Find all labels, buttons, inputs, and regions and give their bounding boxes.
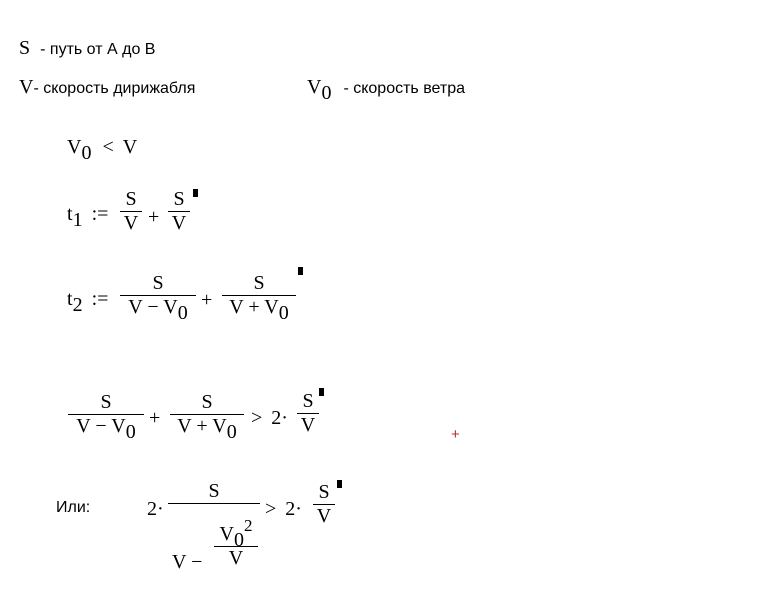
ili-inner-frac	[214, 516, 258, 570]
t1-name: t	[67, 203, 73, 225]
v-text: - скорость дирижабля	[33, 80, 196, 97]
ili-coef2: 2·	[285, 498, 302, 520]
v0-text: - скорость ветра	[343, 80, 466, 97]
ineq-den2-sub: 0	[226, 421, 237, 443]
ineq-gt: >	[251, 407, 263, 429]
t2-plus: +	[201, 289, 213, 311]
ineq-plus: +	[149, 407, 161, 429]
t1-num1: S	[125, 188, 137, 210]
t2-den2: V + V	[229, 296, 279, 318]
t2-den2-sub: 0	[278, 302, 289, 324]
t2-den1: V − V	[128, 296, 178, 318]
ineq-den1-sub: 0	[125, 421, 136, 443]
ili-inner-sup: 2	[243, 516, 253, 535]
v0-sub: 0	[321, 82, 332, 104]
t1-plus: +	[148, 206, 160, 228]
ineq-num1: S	[100, 391, 112, 413]
crosshair-cursor: +	[451, 426, 460, 443]
t1-frac-1	[120, 188, 142, 235]
cond-rhs: V	[122, 136, 138, 158]
s-text: - путь от А до В	[40, 41, 156, 58]
ineq-den3: V	[300, 414, 316, 436]
ineq-coef: 2·	[271, 407, 288, 429]
ili-num2: S	[318, 481, 330, 503]
t2-num2: S	[253, 272, 265, 294]
t1-den1: V	[123, 212, 139, 234]
region-marker-3	[319, 388, 324, 396]
ineq-den1: V − V	[76, 415, 126, 437]
t2-num1: S	[152, 272, 164, 294]
ili-coef: 2·	[147, 498, 164, 520]
t2-frac-1	[120, 272, 196, 324]
ili-label: Или:	[56, 499, 91, 516]
t2-sub: 2	[72, 294, 83, 316]
cond-op: <	[102, 136, 114, 158]
cond-lhs: V	[67, 136, 82, 158]
def-v	[19, 76, 195, 99]
ili-inner-num: V	[219, 523, 234, 545]
s-symbol: S	[19, 37, 31, 59]
t2-den1-sub: 0	[177, 302, 188, 324]
t1-assign: :=	[91, 203, 109, 225]
region-marker-2	[298, 267, 303, 275]
ineq-num3: S	[302, 390, 314, 412]
t1-lhs	[67, 203, 109, 231]
t2-frac-2	[222, 272, 296, 324]
ili-inner-sub: 0	[233, 529, 244, 551]
v-symbol: V	[19, 76, 34, 98]
ili-den2: V	[316, 505, 332, 527]
ineq-num2: S	[201, 391, 213, 413]
ineq-frac-3	[297, 390, 319, 437]
t1-frac-2	[168, 188, 190, 235]
ili-rhs-prefix	[265, 498, 302, 521]
ineq-den2: V + V	[177, 415, 227, 437]
cond-lhs-sub: 0	[81, 142, 92, 164]
condition	[67, 136, 138, 164]
t2-assign: :=	[91, 288, 109, 310]
ili-frac	[168, 480, 260, 504]
t2-name: t	[67, 288, 73, 310]
ili-num: S	[208, 480, 220, 502]
region-marker-4	[337, 480, 342, 488]
def-s	[19, 37, 155, 60]
ili-den-prefix: V −	[172, 551, 203, 573]
t1-den2: V	[171, 212, 187, 234]
region-marker-1	[193, 189, 198, 197]
ineq-rhs-prefix	[251, 407, 288, 430]
v0-symbol: V	[307, 76, 322, 98]
def-v0	[307, 76, 466, 104]
ineq-frac-2	[170, 391, 244, 443]
t1-sub: 1	[72, 209, 83, 231]
ili-inner-den: V	[228, 547, 244, 569]
t1-num2: S	[173, 188, 185, 210]
ili-gt: >	[265, 498, 277, 520]
ineq-frac-1	[68, 391, 144, 443]
ili-frac-2	[313, 481, 335, 528]
t2-lhs	[67, 288, 109, 316]
